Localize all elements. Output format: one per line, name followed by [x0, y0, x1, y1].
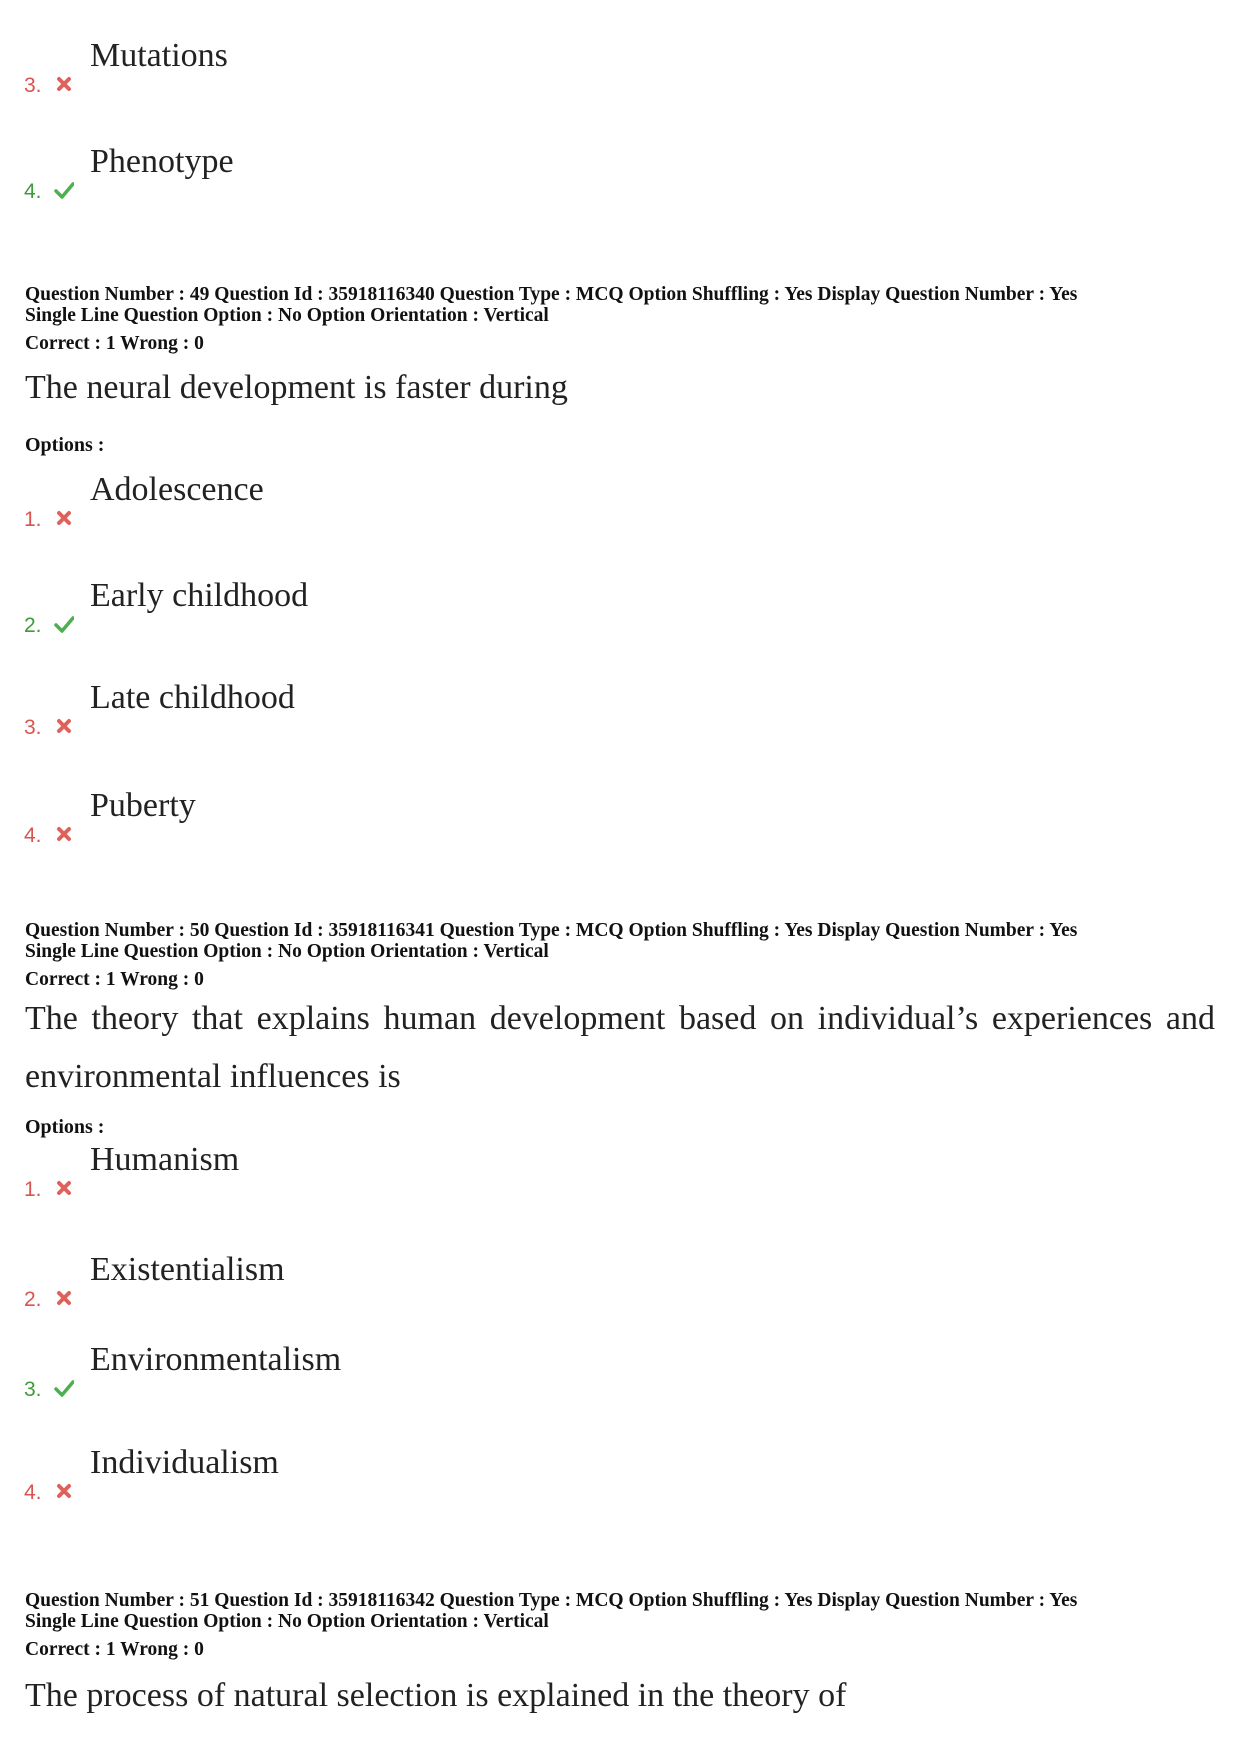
option-row: [24, 1250, 824, 1310]
cross-icon: [54, 508, 74, 528]
question-text: The neural development is faster during: [25, 369, 568, 406]
cross-icon: [54, 1178, 74, 1198]
option-number: 3.: [24, 74, 42, 97]
option-text: Existentialism: [90, 1251, 285, 1288]
option-number: 1.: [24, 508, 42, 531]
option-row: [24, 576, 824, 636]
option-row: [24, 678, 824, 738]
option-row: [24, 36, 824, 96]
option-row: [24, 142, 824, 202]
option-number: 2.: [24, 614, 42, 637]
option-text: Mutations: [90, 37, 228, 74]
check-icon: [54, 614, 74, 634]
score-line: Correct : 1 Wrong : 0: [25, 969, 204, 990]
question-text: The theory that explains human development based on individual’s experiences and environmental influences is: [25, 1000, 1215, 1095]
option-text: Puberty: [90, 787, 196, 824]
option-number: 3.: [24, 716, 42, 739]
cross-icon: [54, 716, 74, 736]
option-row: [24, 1140, 824, 1200]
option-text: Early childhood: [90, 577, 309, 614]
option-text: Humanism: [90, 1141, 240, 1178]
meta-line: Question Number : 51 Question Id : 35918116342 Question Type : MCQ Option Shuffling : Yes Display Question Number : Yes: [25, 1590, 1078, 1611]
score-line: Correct : 1 Wrong : 0: [25, 333, 204, 354]
option-number: 4.: [24, 180, 42, 203]
option-number: 4.: [24, 824, 42, 847]
cross-icon: [54, 824, 74, 844]
score-line: Correct : 1 Wrong : 0: [25, 1639, 204, 1660]
meta-line: Question Number : 49 Question Id : 35918116340 Question Type : MCQ Option Shuffling : Yes Display Question Number : Yes: [25, 284, 1078, 305]
option-row: [24, 786, 824, 846]
option-text: Environmentalism: [90, 1341, 342, 1378]
option-number: 2.: [24, 1288, 42, 1311]
option-row: [24, 1340, 824, 1400]
question-text: The process of natural selection is explained in the theory of: [25, 1677, 847, 1714]
meta-line: Single Line Question Option : No Option Orientation : Vertical: [25, 1611, 549, 1632]
option-number: 1.: [24, 1178, 42, 1201]
option-number: 4.: [24, 1481, 42, 1504]
options-label: Options :: [25, 434, 105, 456]
meta-line: Single Line Question Option : No Option Orientation : Vertical: [25, 941, 549, 962]
options-label: Options :: [25, 1116, 105, 1138]
option-row: [24, 470, 824, 530]
option-row: [24, 1443, 824, 1503]
meta-line: Single Line Question Option : No Option Orientation : Vertical: [25, 305, 549, 326]
question-meta: [25, 284, 1225, 354]
option-text: Individualism: [90, 1444, 279, 1481]
meta-line: Question Number : 50 Question Id : 35918116341 Question Type : MCQ Option Shuffling : Yes Display Question Number : Yes: [25, 920, 1078, 941]
cross-icon: [54, 74, 74, 94]
option-text: Adolescence: [90, 471, 264, 508]
check-icon: [54, 180, 74, 200]
option-text: Phenotype: [90, 143, 234, 180]
option-number: 3.: [24, 1378, 42, 1401]
check-icon: [54, 1378, 74, 1398]
question-meta: [25, 920, 1225, 990]
option-text: Late childhood: [90, 679, 295, 716]
cross-icon: [54, 1481, 74, 1501]
question-meta: [25, 1590, 1225, 1660]
cross-icon: [54, 1288, 74, 1308]
